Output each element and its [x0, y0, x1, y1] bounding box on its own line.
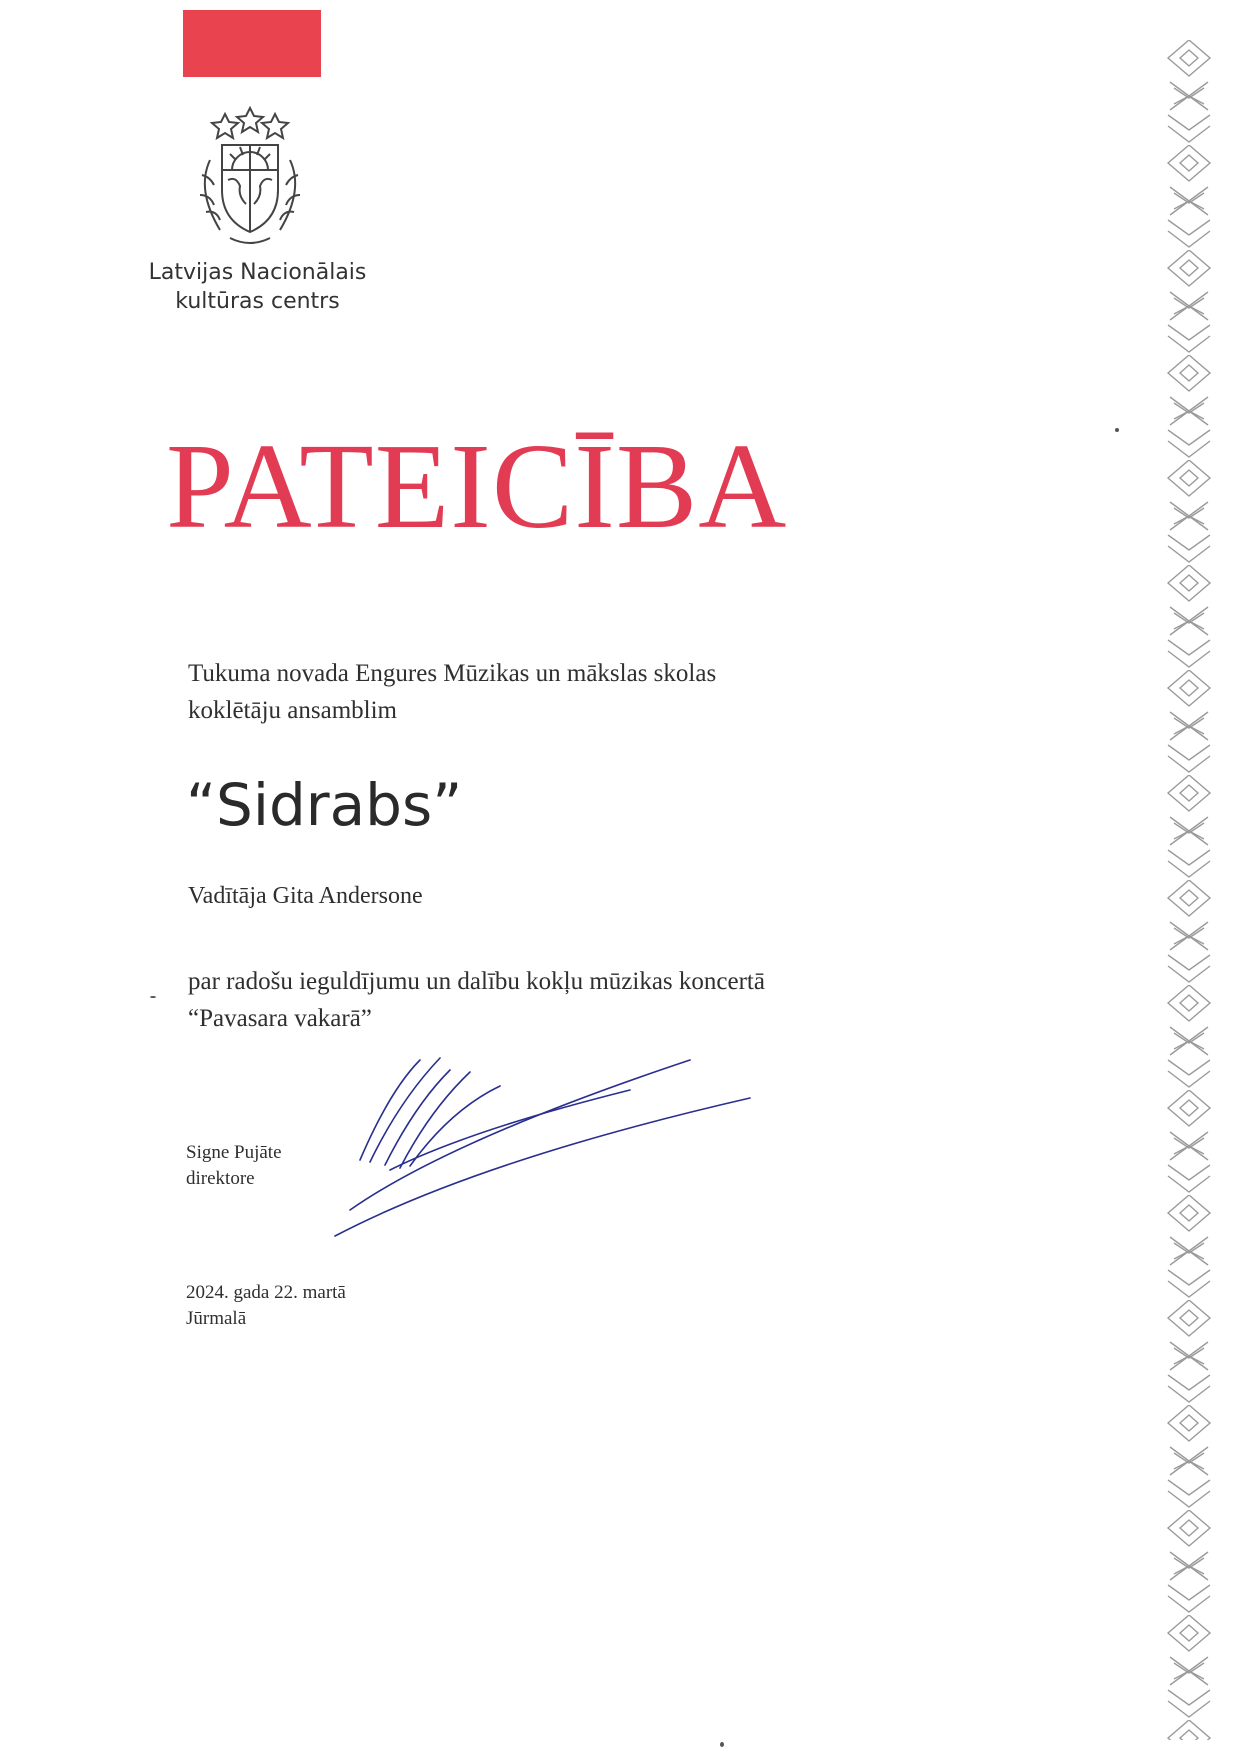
issue-place: Jūrmalā: [186, 1308, 247, 1329]
organization-name: [140, 258, 375, 316]
reason-text: [188, 963, 765, 1037]
ensemble-name: “Sidrabs”: [186, 771, 463, 839]
brand-color-block: [183, 10, 321, 77]
leader-name: Vadītāja Gita Andersone: [188, 883, 423, 909]
recipient-line1: Tukuma novada Engures Mūzikas un mākslas skolas: [188, 660, 717, 687]
reason-line1: par radošu ieguldījumu un dalību kokļu mūzikas koncertā: [188, 968, 765, 995]
organization-name-line1: Latvijas Nacionālais: [148, 260, 367, 285]
issue-date: 2024. gada 22. martā: [186, 1282, 346, 1303]
signer-name: Signe Pujāte: [186, 1142, 282, 1163]
date-place-block: [186, 1280, 346, 1332]
recipient-text: [188, 655, 716, 729]
scan-speck: [720, 1742, 724, 1747]
recipient-line2: koklētāju ansamblim: [188, 697, 397, 724]
certificate-title: PATEICĪBA: [166, 419, 788, 554]
latvian-ornament-border-icon: [1160, 40, 1218, 1740]
handwritten-signature-icon: [330, 1050, 760, 1250]
signer-block: [186, 1140, 282, 1192]
scan-speck: [1115, 428, 1119, 432]
signer-position: direktore: [186, 1168, 255, 1189]
latvia-coat-of-arms-icon: [180, 100, 320, 250]
reason-line2: “Pavasara vakarā”: [188, 1005, 372, 1032]
organization-name-line2: kultūras centrs: [175, 289, 340, 314]
scan-speck: [150, 996, 156, 998]
